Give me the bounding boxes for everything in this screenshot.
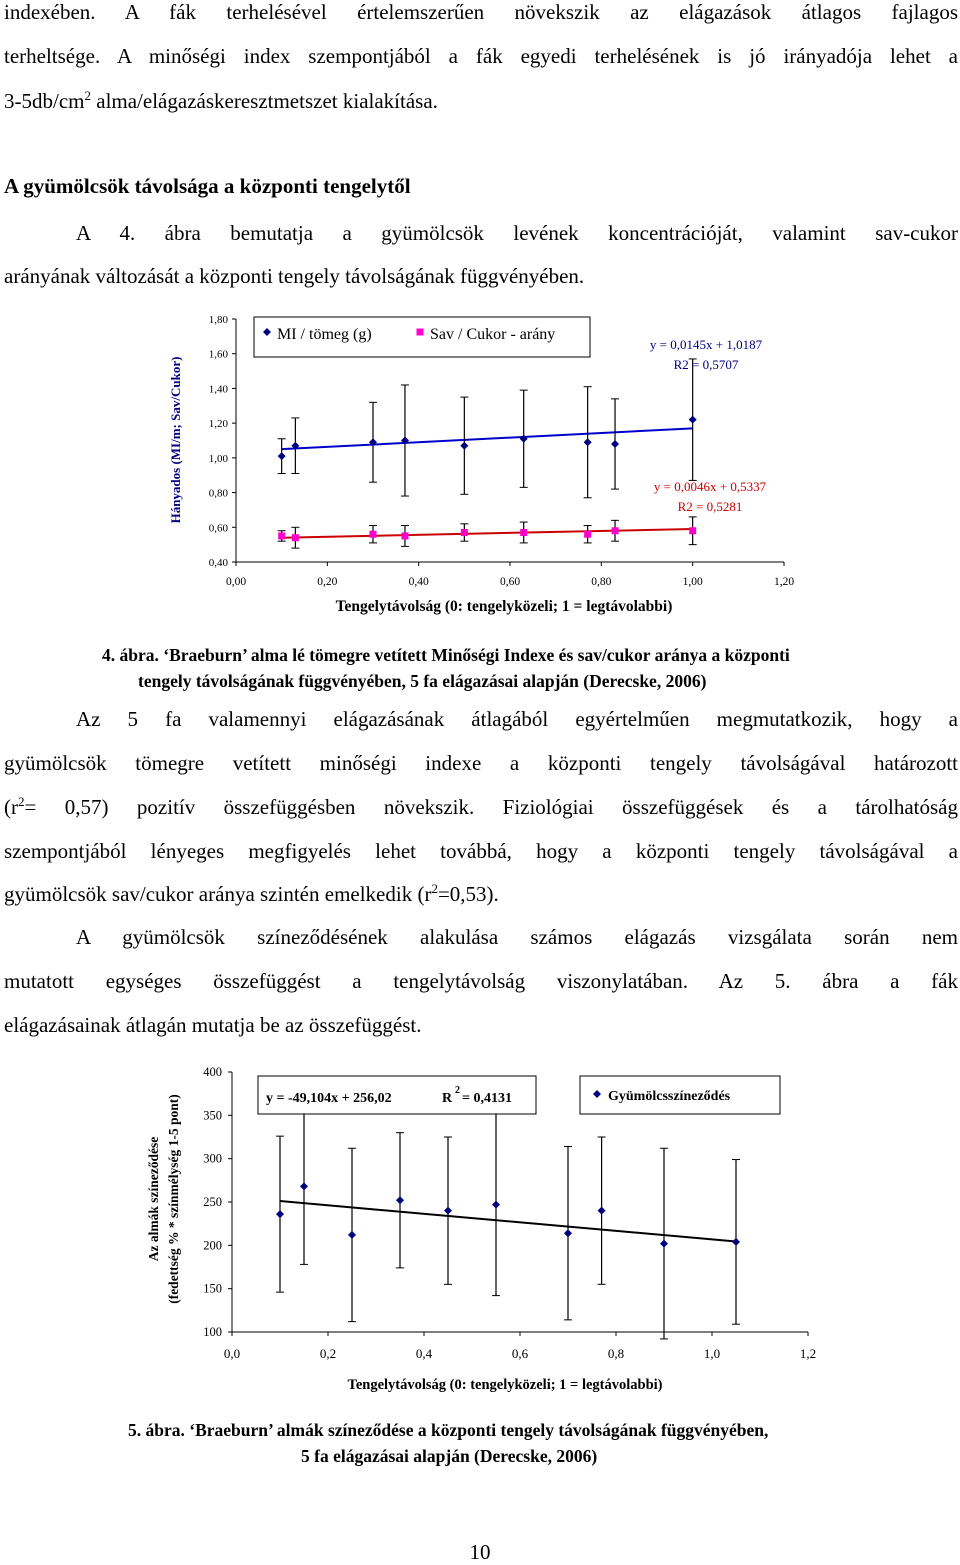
data-point <box>292 534 299 541</box>
data-point <box>278 452 286 460</box>
data-point <box>564 1229 572 1237</box>
text-line: $3-5db/cm^2$ alma/elágazáskeresztmetszet kialakítása. <box>4 88 438 113</box>
y-axis-title: Az almák színeződése <box>146 1136 161 1262</box>
text-line: elágazásainak átlagán mutatja be az összefüggést. <box>4 1013 422 1037</box>
x-tick-label: 0,2 <box>319 1346 337 1361</box>
x-tick-label: 0,0 <box>223 1346 241 1361</box>
trend-r2: R2 = 0,5707 <box>673 357 739 372</box>
trend-r2-value: = 0,4131 <box>462 1091 512 1106</box>
y-tick-label: 1,00 <box>208 452 228 465</box>
data-point <box>460 442 468 450</box>
figure-5-caption: 5. ábra. ‘Braeburn’ almák színeződése a központi tengely távolságának függvényében, <box>128 1420 769 1440</box>
trend-r2-sup: 2 <box>455 1085 460 1096</box>
y-tick-label: 0,60 <box>208 522 228 535</box>
y-tick-label: 200 <box>203 1238 222 1253</box>
x-tick-label: 1,00 <box>682 576 703 588</box>
figure-5-caption: 5 fa elágazásai alapján (Derecske, 2006) <box>301 1446 598 1466</box>
y-axis-title: Hányados (MI/m; Sav/Cukor) <box>168 356 183 524</box>
y-tick-label: 150 <box>203 1281 222 1296</box>
trend-equation: y = 0,0145x + 1,0187 <box>649 337 763 352</box>
y-tick-label: 1,40 <box>208 383 228 396</box>
text-line: A 4. ábra bemutatja a gyümölcsök levének koncentrációját, valamint sav-cukor <box>76 221 958 245</box>
text-line: gyümölcsök sav/cukor aránya szintén emelkedik $(r^2=0,53)$. <box>4 881 499 906</box>
section-heading: A gyümölcsök távolsága a központi tengelytől <box>4 174 411 198</box>
data-point <box>276 1210 284 1218</box>
x-tick-label: 0,8 <box>607 1346 625 1361</box>
x-tick-label: 0,60 <box>499 576 521 588</box>
figure-4-chart <box>0 305 960 625</box>
data-point <box>689 527 696 534</box>
text-line: $(r^2= 0,57)$ pozitív összefüggésben növekszik. Fiziológiai összefüggések és a tárolhatóság <box>4 794 958 819</box>
data-point <box>461 529 468 536</box>
y-tick-label: 1,60 <box>208 348 228 361</box>
data-point <box>370 531 377 538</box>
figure-4-caption: tengely távolságának függvényében, 5 fa elágazásai alapján (Derecske, 2006) <box>138 671 707 691</box>
data-point <box>401 532 408 539</box>
y-tick-label: 0,80 <box>208 487 228 500</box>
data-point <box>278 532 285 539</box>
page-number: 10 <box>469 1540 491 1564</box>
y-tick-label: 1,80 <box>208 314 228 326</box>
legend-label: Sav / Cukor - arány <box>430 326 556 343</box>
y-tick-label: 350 <box>203 1108 222 1123</box>
data-point <box>584 531 591 538</box>
trend-line <box>282 428 693 449</box>
trend-line <box>282 529 693 538</box>
legend-marker <box>417 329 424 336</box>
figure-5-chart <box>0 1060 960 1400</box>
data-point <box>520 529 527 536</box>
data-point <box>348 1231 356 1239</box>
y-tick-label: 1,20 <box>208 418 228 431</box>
trend-r2: R2 = 0,5281 <box>677 499 743 514</box>
text-line: indexében. A fák terhelésével értelemszerűen növekszik az elágazások átlagos fajlagos <box>4 0 958 24</box>
x-tick-label: 1,0 <box>703 1346 721 1361</box>
legend-label: MI / tömeg (g) <box>277 326 372 343</box>
trend-r2-label: R <box>442 1091 453 1106</box>
text-line: mutatott egységes összefüggést a tengelytávolság viszonylatában. Az 5. ábra a fák <box>4 969 958 993</box>
figure-4-caption: 4. ábra. ‘Braeburn’ alma lé tömegre vetített Minőségi Indexe és sav/cukor aránya a központi <box>102 645 790 665</box>
x-tick-label: 0,00 <box>225 576 247 588</box>
data-point <box>492 1201 500 1209</box>
text-line: terheltsége. A minőségi index szempontjából a fák egyedi terhelésének is jó irányadója lehet a <box>4 44 958 68</box>
text-line: Az 5 fa valamennyi elágazásának átlagából egyértelműen megmutatkozik, hogy a <box>76 707 958 731</box>
x-tick-label: 0,4 <box>415 1346 433 1361</box>
data-point <box>584 438 592 446</box>
x-tick-label: 0,20 <box>317 576 338 588</box>
data-point <box>689 416 697 424</box>
data-point <box>611 440 619 448</box>
x-tick-label: 0,40 <box>408 576 429 588</box>
x-tick-label: 1,2 <box>799 1346 817 1361</box>
y-tick-label: 0,40 <box>208 557 228 569</box>
data-point <box>444 1207 452 1215</box>
y-axis-title: (fedettség % * színmélység 1-5 pont) <box>166 1094 181 1304</box>
data-point <box>732 1238 740 1246</box>
y-tick-label: 250 <box>203 1195 222 1209</box>
text-line: gyümölcsök tömegre vetített minőségi indexe a központi tengely távolságával határozott <box>4 751 958 775</box>
x-tick-label: 0,80 <box>591 576 612 588</box>
text-line: A gyümölcsök színeződésének alakulása számos elágazás vizsgálata során nem <box>76 925 958 949</box>
x-axis-title: Tengelytávolság (0: tengelyközeli; 1 = legtávolabbi) <box>335 598 673 615</box>
x-tick-label: 1,20 <box>773 576 795 588</box>
trend-equation: y = 0,0046x + 0,5337 <box>653 479 767 494</box>
trend-line <box>280 1201 736 1241</box>
text-line: szempontjából lényeges megfigyelés lehet továbbá, hogy a központi tengely távolságával a <box>4 839 958 863</box>
data-point <box>612 527 619 534</box>
data-point <box>396 1196 404 1204</box>
x-tick-label: 0,6 <box>511 1346 529 1361</box>
legend-label: Gyümölcsszíneződés <box>608 1089 731 1104</box>
y-tick-label: 400 <box>203 1065 222 1079</box>
y-tick-label: 300 <box>203 1151 222 1166</box>
trend-equation: y = -49,104x + 256,02 <box>266 1091 392 1106</box>
data-point <box>660 1240 668 1248</box>
text-line: arányának változását a központi tengely távolságának függvényében. <box>4 264 585 288</box>
x-axis-title: Tengelytávolság (0: tengelyközeli; 1 = legtávolabbi) <box>347 1377 663 1393</box>
data-point <box>598 1207 606 1215</box>
y-tick-label: 100 <box>203 1325 222 1339</box>
data-point <box>300 1182 308 1190</box>
